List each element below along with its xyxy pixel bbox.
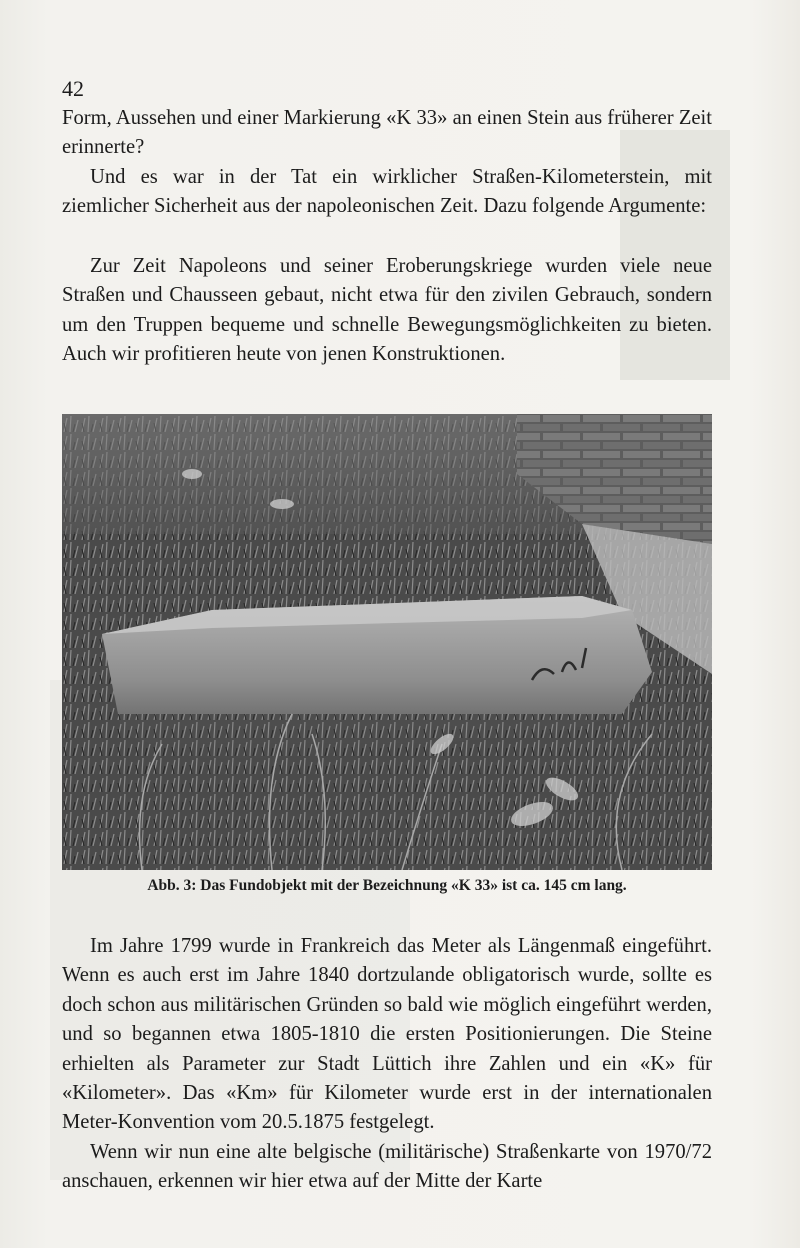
stone-photo-illustration: [62, 414, 712, 870]
paragraph-continuation: Form, Aussehen und einer Markierung «K 33» an einen Stein aus früherer Zeit erinnerte?: [62, 107, 712, 159]
photo-kilometer-stone: [62, 414, 712, 870]
figure-caption: Abb. 3: Das Fundobjekt mit der Bezeichnung «K 33» ist ca. 145 cm lang.: [147, 877, 627, 894]
paragraph-napoleon-roads: Zur Zeit Napoleons und seiner Eroberungskriege wurden viele neue Straßen und Chausseen gebaut, nicht etwa für den zivilen Gebrauch, sondern um den Truppen bequeme und schnelle Bewegungsmöglichkeiten zu bieten. Auch wir profitieren heute von jenen Konstruktionen.: [62, 255, 712, 366]
paragraph-meter-history: Im Jahre 1799 wurde in Frankreich das Meter als Längenmaß eingeführt. Wenn es auch erst im Jahre 1840 dortzulande obligatorisch wurde, sollte es doch schon aus militärischen Gründen so bald wie möglich eingeführt werden, und so begannen etwa 1805-1810 die ersten Positionierungen. Die Steine erhielten als Parameter zur Stadt Lüttich ihre Zahlen und ein «K» für «Kilometer». Das «Km» für Kilometer wurde erst in der internationalen Meter-Konvention vom 20.5.1875 festgelegt.: [62, 935, 712, 1134]
paragraph-belgian-map: Wenn wir nun eine alte belgische (militärische) Straßenkarte von 1970/72 anschauen, erkennen wir hier etwa auf der Mitte der Karte: [62, 1141, 712, 1193]
foreground-grass: [62, 714, 712, 870]
paragraph-kilometer-stone: Und es war in der Tat ein wirklicher Straßen-Kilometerstein, mit ziemlicher Sicherheit aus der napoleonischen Zeit. Dazu folgende Argumente:: [62, 166, 712, 218]
page-number: 42: [62, 76, 84, 101]
